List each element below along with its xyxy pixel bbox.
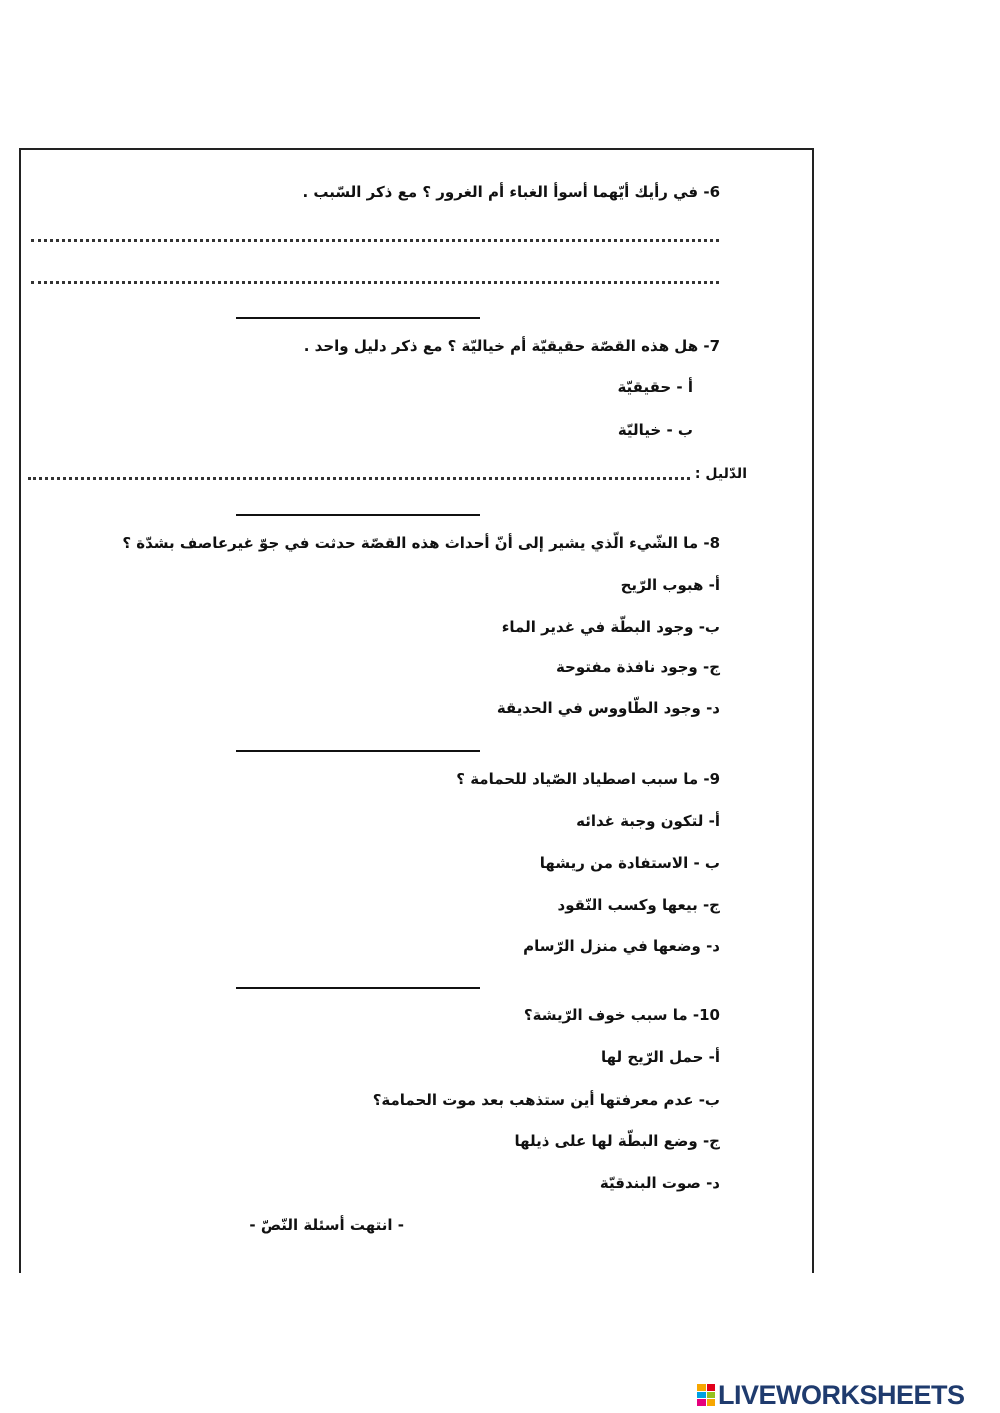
q7-option-b[interactable]: ب - خياليّة xyxy=(617,421,693,439)
q8-option-b[interactable]: ب- وجود البطّة في غدير الماء xyxy=(501,618,720,636)
question-6: 6- في رأيك أيّهما أسوأ الغباء أم الغرور ؟ مع ذكر السّبب . xyxy=(302,183,720,201)
brand-name: LIVEWORKSHEETS xyxy=(718,1379,965,1410)
separator xyxy=(236,750,480,752)
question-7: 7- هل هذه القصّة حقيقيّة أم خياليّة ؟ مع ذكر دليل واحد . xyxy=(303,337,720,355)
question-10: 10- ما سبب خوف الرّيشة؟ xyxy=(523,1006,720,1024)
end-of-questions: - انتهت أسئلة النّصّ - xyxy=(249,1216,404,1234)
q8-option-c[interactable]: ج- وجود نافذة مفتوحة xyxy=(555,658,720,676)
q7-evidence-line[interactable] xyxy=(28,477,690,480)
q8-option-a[interactable]: أ- هبوب الرّيح xyxy=(620,576,720,594)
q9-option-b[interactable]: ب - الاستفادة من ريشها xyxy=(539,854,720,872)
answer-line-6a[interactable] xyxy=(31,239,719,242)
q8-option-d[interactable]: د- وجود الطّاووس في الحديقة xyxy=(496,699,720,717)
answer-line-6b[interactable] xyxy=(31,281,719,284)
q10-option-d[interactable]: د- صوت البندقيّة xyxy=(599,1174,720,1192)
q10-option-a[interactable]: أ- حمل الرّيح لها xyxy=(600,1048,720,1066)
q9-option-c[interactable]: ج- بيعها وكسب النّقود xyxy=(557,896,720,914)
question-9: 9- ما سبب اصطياد الصّياد للحمامة ؟ xyxy=(456,770,720,788)
q7-option-a[interactable]: أ - حقيقيّة xyxy=(617,378,693,396)
liveworksheets-brand xyxy=(697,1380,965,1410)
separator xyxy=(236,317,480,319)
q9-option-a[interactable]: أ- لتكون وجبة غدائه xyxy=(576,812,720,830)
q10-option-b[interactable]: ب- عدم معرفتها أين ستذهب بعد موت الحمامة؟ xyxy=(372,1091,720,1109)
q9-option-d[interactable]: د- وضعها في منزل الرّسام xyxy=(523,937,720,955)
separator xyxy=(236,987,480,989)
q7-evidence-label: الدّليل : xyxy=(694,466,747,482)
question-8: 8- ما الشّيء الّذي يشير إلى أنّ أحداث هذه القصّة حدثت في جوّ غيرعاصف بشدّة ؟ xyxy=(122,534,720,552)
liveworksheets-logo-icon xyxy=(697,1384,715,1406)
q10-option-c[interactable]: ج- وضع البطّة لها على ذيلها xyxy=(514,1132,720,1150)
separator xyxy=(236,514,480,516)
